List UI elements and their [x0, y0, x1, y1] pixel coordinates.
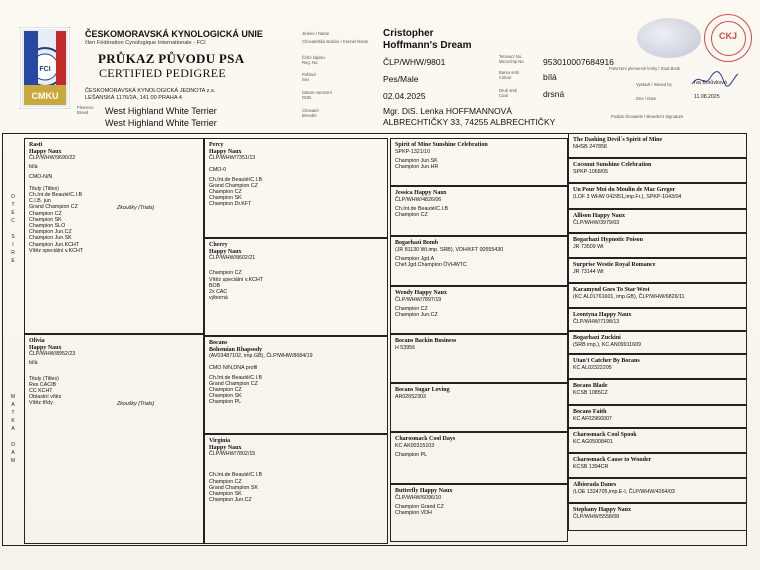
- gen4-ancestor-cell: [568, 183, 747, 209]
- gen4-info-line: (LOF 3 WHW 042951,imp.Fr.), SPKP-1043/04: [573, 193, 682, 200]
- gen4-info-line: KCSB 1085CZ: [573, 389, 608, 396]
- dam-side-letter: M: [10, 458, 16, 464]
- club-address: LEŠANSKÁ 1176/2A, 141 00 PRAHA 4: [85, 95, 182, 101]
- sire-info-line: Grand Champion CZ: [29, 204, 78, 211]
- gen3-info-line: Champion CZ: [395, 212, 428, 218]
- gen4-name-line: Allison Happy Naux: [573, 213, 626, 219]
- issue-date: 11.08.2025: [694, 94, 720, 100]
- gen4-ancestor-cell: [568, 158, 747, 183]
- gen4-info-line: JR 73509 Wt: [573, 243, 604, 250]
- dob-label: Datum narození DOB: [302, 90, 332, 100]
- gen4-name-line: Bocans Faith: [573, 409, 607, 415]
- gen2-info-line: Grand Champion CZ: [209, 380, 258, 387]
- gen4-ancestor-cell: [568, 258, 747, 283]
- issued-label: Vystavil / Issued by: [636, 82, 672, 87]
- gen3-info-line: Chef.Jgd.Champion ÖVHWTC: [395, 262, 467, 268]
- gen4-name-line: Leontyna Happy Naux: [573, 312, 632, 318]
- dam-info-line: bílá: [29, 360, 38, 367]
- dam-trials-label: Zkoušky (Trials): [117, 401, 155, 407]
- gen4-name-line: Bogarhazi Zuckini: [573, 335, 621, 341]
- sire-side-letter: S: [11, 234, 15, 240]
- sire-info-line: C.I.B. jun: [29, 198, 51, 205]
- gen2-info-line: Champion Jun.CZ: [209, 497, 252, 504]
- gen2-info-line: 2x CAC: [209, 289, 228, 295]
- gen3-info-line: Champion Jgd.A: [395, 255, 435, 262]
- gen3-info-line: Ch.Int.de Beauté/C.I.B: [395, 205, 448, 212]
- gen3-ancestor-cell: [390, 383, 568, 432]
- sire-side-letter: O: [11, 194, 15, 200]
- gen2-info-line: Ch.Int.de Beauté/C.I.B: [209, 472, 262, 479]
- gen4-name-line: Albiorada Danes: [573, 482, 617, 488]
- gen2-name-line: Happy Naux: [209, 444, 242, 451]
- gen4-ancestor-cell: [568, 331, 747, 354]
- gen3-name-line: Charosmack Cool Days: [395, 436, 456, 442]
- studbook-label: Potvrzení plemenné knihy / Stud Book: [609, 66, 680, 71]
- sire-info-line: Tituly (Titles): [29, 185, 59, 192]
- dam-side-letter: D: [11, 442, 15, 448]
- sire-side-letter: C: [11, 218, 15, 224]
- gen4-name-line: Charosmack Cool Spook: [573, 432, 637, 438]
- gen4-info-line: KC AG05008401: [573, 438, 613, 445]
- sire-side-label: [2, 133, 24, 333]
- gen2-info-line: Champion CZ: [209, 478, 242, 485]
- gen4-ancestor-cell: [568, 428, 747, 453]
- sire-side-letter: E: [11, 258, 15, 264]
- hologram-seal: [637, 18, 701, 58]
- gen3-info-line: H 53956: [395, 344, 416, 351]
- gen3-ancestor-cell: [390, 286, 568, 334]
- sire-side-letter: T: [11, 202, 15, 208]
- gen2-ancestor-cell: [204, 238, 388, 336]
- gen3-name-line: Bocans Sugar Loving: [395, 387, 450, 393]
- gen2-name-line: Percy: [209, 142, 224, 148]
- gen2-info-line: BOB: [209, 282, 221, 289]
- issued-by: Iva Borůvková: [694, 80, 727, 86]
- gen2-info-line: Champion CZ: [209, 387, 242, 393]
- gen4-name-line: The Dashing Devil´s Spirit of Mine: [573, 137, 663, 143]
- gen4-name-line: Charosmack Cause to Wonder: [573, 457, 652, 463]
- gen3-info-line: Champion Jun.SK: [395, 157, 438, 164]
- gen2-info-line: Champion SK: [209, 491, 242, 497]
- stamp-text: CKJ: [718, 31, 737, 41]
- logo-fci-text: FCI: [39, 66, 51, 73]
- dam-info-line: Res CACIB: [29, 381, 57, 388]
- dam-info-line: CC KCHT: [29, 388, 53, 394]
- gen2-name-line: Happy Naux: [209, 148, 242, 155]
- sire-side-letter: [8, 225, 18, 233]
- gen3-name-line: Wendy Happy Naux: [395, 290, 448, 296]
- gen2-name-line: Bocans: [209, 340, 228, 346]
- gen3-ancestor-cell: [390, 186, 568, 236]
- dam-info-line: Vítěz třídy: [29, 400, 53, 407]
- gen2-name-line: Happy Naux: [209, 248, 242, 255]
- gen4-ancestor-cell: [568, 283, 747, 308]
- gen4-info-line: (LOE 1324705,imp.E-I, ČLP/WHW/4264/03: [573, 488, 675, 495]
- gen2-info-line: Champion SK: [209, 393, 242, 400]
- gen2-info-line: Ch.Int.de Beauté/C.I.B: [209, 176, 262, 183]
- club-name: ČESKOMORAVSKÁ KYNOLOGICKÁ JEDNOTA z.s.: [85, 88, 216, 94]
- breeder-label: Chovatel Breeder: [302, 108, 319, 118]
- gen4-name-line: Utan't Catcher By Bocans: [573, 358, 640, 364]
- doc-title-en: CERTIFIED PEDIGREE: [99, 66, 227, 80]
- gen4-info-line: JR 73144 Wt: [573, 268, 604, 275]
- color-value: bílá: [543, 72, 557, 82]
- gen2-info-line: Champion Dr.KFT: [209, 201, 252, 208]
- gen4-info-line: (SRB imp.), KC AN09911609: [573, 341, 641, 348]
- gen4-info-line: SPKP-1068/05: [573, 168, 609, 175]
- gen4-info-line: KC AL02322205: [573, 364, 612, 371]
- date-label: Dne / Date: [636, 96, 657, 101]
- color-label: Barva srsti Colour: [499, 70, 519, 80]
- gen2-info-line: ČLP/WHW/7351/13: [209, 155, 256, 162]
- sire-info-line: bílá: [29, 164, 38, 171]
- sire-side-letter: E: [11, 210, 15, 216]
- doc-title: PRŮKAZ PŮVODU PSA: [98, 51, 245, 66]
- gen4-name-line: Bocans Blade: [573, 383, 608, 389]
- name-label: Jméno / Name: [302, 31, 330, 36]
- dam-side-letter: A: [11, 402, 15, 408]
- breed-label: Plemeno Breed: [77, 105, 94, 115]
- sire-info-line: Champion Jun.SK: [29, 235, 72, 242]
- chip-number: 953010007684916: [543, 57, 614, 67]
- gen4-name-line: Karamynd Goes To Star West: [573, 287, 650, 293]
- gen2-info-line: ČLP/WHW/8602/21: [209, 255, 256, 262]
- sex-label: Pohlaví Sex: [302, 72, 316, 82]
- coat-value: drsná: [543, 89, 565, 99]
- gen3-info-line: Champion Jun.HR: [395, 164, 439, 170]
- gen4-ancestor-cell: [568, 478, 747, 503]
- dob-value: 02.04.2025: [383, 91, 426, 101]
- gen4-info-line: ČLP/WHW/5558/08: [573, 513, 620, 520]
- sire-cell: [24, 138, 204, 334]
- dog-name: Cristopher: [383, 28, 434, 39]
- gen3-ancestor-cell: [390, 334, 568, 383]
- breeder-signature-label: Podpis chovatele / Breeder's Signature: [611, 114, 684, 119]
- sire-info-line: Champion CZ: [29, 210, 62, 217]
- gen4-name-line: Un Pour Moi du Moulin de Mac Gregor: [573, 187, 676, 193]
- gen2-info-line: Champion SK: [209, 195, 242, 202]
- breed-english: West Highland White Terrier: [105, 118, 217, 128]
- sire-name-line: Happy Naux: [29, 148, 62, 155]
- dam-side-letter: K: [11, 418, 15, 424]
- gen3-info-line: ČLP/WHW/4826/06: [395, 196, 442, 203]
- sire-info-line: Champion Jun.CZ: [29, 229, 72, 236]
- dam-side-letter: M: [10, 394, 16, 400]
- gen4-ancestor-cell: [568, 503, 747, 531]
- gen2-name-line: Virginia: [209, 438, 231, 444]
- gen4-ancestor-cell: [568, 133, 747, 158]
- gen3-info-line: Champion Jun.CZ: [395, 312, 438, 318]
- gen3-info-line: KC AK00315103: [395, 442, 435, 449]
- sire-name-line: Rasti: [29, 142, 43, 148]
- gen3-info-line: Champion Grand CZ: [395, 503, 444, 510]
- sire-info-line: CMO-N/N: [29, 173, 53, 180]
- sire-side-letter: R: [11, 250, 15, 256]
- sire-info-line: Champion SK: [29, 216, 62, 223]
- gen2-info-line: CMO N/N,DNA profil: [209, 365, 258, 372]
- reg-label: Číslo zápisu Reg. No.: [302, 55, 325, 65]
- kennel-label: Chovatelská stanice / Kennel Name: [302, 39, 369, 44]
- gen3-ancestor-cell: [390, 484, 568, 542]
- gen2-info-line: Champion CZ: [209, 270, 242, 277]
- gen2-ancestor-cell: [204, 434, 388, 544]
- gen2-info-line: CMO-0: [209, 167, 227, 174]
- sire-info-line: Vítěz speciální v.KCHT: [29, 247, 84, 254]
- coat-label: Druh srsti Coat: [499, 88, 517, 98]
- gen4-name-line: Bogarhazi Hypnotic Poison: [573, 237, 644, 243]
- breed-czech: West Highland White Terrier: [105, 106, 217, 116]
- dam-info-line: Oblastní vítěz: [29, 394, 62, 401]
- dam-side-label: [2, 333, 24, 546]
- sire-info-line: Ch.Int.de Beauté/C.I.B: [29, 192, 82, 198]
- gen4-info-line: ČLP/WHW/7198/13: [573, 318, 620, 325]
- red-stamp: [704, 14, 752, 62]
- gen4-ancestor-cell: [568, 233, 747, 258]
- gen4-ancestor-cell: [568, 379, 747, 405]
- gen3-ancestor-cell: [390, 138, 568, 186]
- gen2-info-line: Champion CZ: [209, 189, 242, 195]
- breeder-name: Mgr. DiS. Lenka HOFFMANNOVÁ: [383, 106, 512, 116]
- gen4-name-line: Stephany Happy Naux: [573, 507, 632, 513]
- gen4-info-line: ČLP/WHW/3979/03: [573, 219, 620, 226]
- gen3-info-line: AR02652303: [395, 393, 426, 400]
- dog-kennel: Hoffmann's Dream: [383, 40, 472, 51]
- tattoo-label: Tetovací No. Microchip No.: [499, 54, 525, 64]
- dam-cell: [24, 334, 204, 544]
- breeder-address: ALBRECHTIČKY 33, 74255 ALBRECHTIČKY: [383, 117, 556, 127]
- gen4-info-line: KCSB 1394CR: [573, 463, 609, 470]
- org-subtitle: člen Fédération Cynologique Internationale - FCI: [85, 40, 206, 46]
- gen3-info-line: ČLP/WHW/7897/19: [395, 296, 442, 303]
- sex-value: Pes/Male: [383, 74, 419, 84]
- gen4-info-line: KC AF02966007: [573, 415, 612, 422]
- gen2-info-line: Vítěz speciální v.KCHT: [209, 276, 264, 283]
- logo-cmku-text: CMKU: [31, 91, 59, 101]
- gen3-name-line: Jessica Happy Naux: [395, 190, 447, 196]
- gen3-ancestor-cell: [390, 432, 568, 484]
- sire-side-letter: I: [12, 242, 14, 248]
- dam-name-line: Happy Naux: [29, 344, 62, 351]
- gen2-info-line: výborná: [209, 295, 228, 302]
- gen2-name-line: Bohemian Rhapsody: [209, 346, 263, 353]
- gen3-name-line: Bocans Backin Business: [395, 338, 457, 344]
- gen2-name-line: Cherry: [209, 242, 228, 248]
- gen2-info-line: Grand Champion SK: [209, 484, 258, 491]
- gen4-info-line: (KC AL01761601, imp.GB), ČLP/WHW/6826/11: [573, 293, 685, 300]
- sire-info-line: ČLP/WHW/9690/22: [29, 155, 76, 162]
- gen3-info-line: SPKP-1321/10: [395, 148, 431, 155]
- gen3-info-line: Champion VDH: [395, 510, 432, 516]
- dam-side-letter: [8, 433, 18, 441]
- sire-info-line: Champion SLO: [29, 223, 66, 230]
- gen2-info-line: ČLP/WHW/7802/15: [209, 451, 256, 458]
- signature: [690, 68, 740, 90]
- gen3-info-line: (JR 81130 Wt.imp. SRB), VDH/KFT 00555430: [395, 246, 504, 253]
- dam-side-letter: A: [11, 450, 15, 456]
- gen4-ancestor-cell: [568, 405, 747, 428]
- gen4-name-line: Coconut Sunshine Celebration: [573, 162, 652, 168]
- gen2-info-line: (AV03487102, imp.GB), ČLP/WHW/8684/19: [209, 353, 313, 360]
- gen3-info-line: Champion CZ: [395, 305, 428, 312]
- cmku-logo: [20, 27, 70, 109]
- sire-trials-label: Zkoušky (Trials): [117, 205, 155, 211]
- dam-side-letter: A: [11, 426, 15, 432]
- dam-name-line: Olivia: [29, 338, 45, 344]
- gen2-info-line: Champion PL: [209, 399, 242, 406]
- gen2-info-line: Ch.Int.de Beauté/C.I.B: [209, 374, 262, 381]
- gen3-ancestor-cell: [390, 236, 568, 286]
- gen3-name-line: Bogarhazi Bomb: [395, 240, 439, 246]
- gen4-ancestor-cell: [568, 354, 747, 379]
- gen3-name-line: Butterfly Happy Naux: [395, 488, 453, 494]
- gen3-info-line: ČLP/WHW/6096/10: [395, 494, 442, 501]
- gen4-name-line: Surprise Westie Royal Romance: [573, 262, 656, 268]
- gen4-ancestor-cell: [568, 209, 747, 233]
- gen3-name-line: Spirit of Mine Sunshine Celebration: [395, 142, 488, 148]
- dam-info-line: ČLP/WHW/8952/23: [29, 351, 76, 358]
- gen3-info-line: Champion PL: [395, 451, 428, 458]
- gen2-info-line: Grand Champion CZ: [209, 182, 258, 189]
- org-name: ČESKOMORAVSKÁ KYNOLOGICKÁ UNIE: [85, 29, 263, 39]
- gen2-ancestor-cell: [204, 336, 388, 434]
- gen4-ancestor-cell: [568, 453, 747, 478]
- gen4-info-line: NHSB 247858: [573, 143, 607, 150]
- dam-info-line: Tituly (Titles): [29, 375, 59, 382]
- reg-number: ČLP/WHW/9801: [383, 57, 446, 67]
- dam-side-letter: T: [11, 410, 15, 416]
- gen2-ancestor-cell: [204, 138, 388, 238]
- gen4-ancestor-cell: [568, 308, 747, 331]
- sire-info-line: Champion Jun.KCHT: [29, 241, 80, 248]
